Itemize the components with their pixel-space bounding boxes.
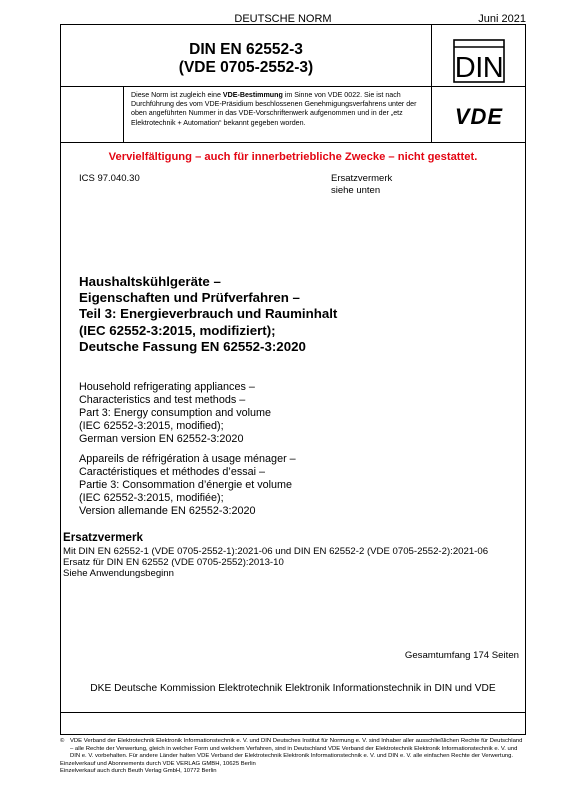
replacement-heading: Ersatzvermerk — [63, 531, 143, 544]
header-divider — [61, 86, 525, 87]
title-fr-line: (IEC 62552-3:2015, modifiée); — [79, 492, 224, 505]
din-logo — [453, 39, 505, 83]
replacement-note-ref: siehe unten — [331, 184, 381, 196]
title-french — [79, 453, 296, 518]
replacement-line: Siehe Anwendungsbeginn — [63, 568, 174, 580]
replacement-line: Ersatz für DIN EN 62552 (VDE 0705-2552):2013-10 — [63, 557, 284, 569]
replacement-note-top — [331, 173, 392, 196]
title-de-line: Deutsche Fassung EN 62552-3:2020 — [79, 338, 306, 354]
title-en-line: Part 3: Energy consumption and volume — [79, 407, 272, 420]
replacement-line: Mit DIN EN 62552-1 (VDE 0705-2552-1):2021-06 und DIN EN 62552-2 (VDE 0705-2552-2):2021-06 — [63, 546, 489, 557]
vde-note-bold: VDE-Bestimmung — [222, 91, 283, 99]
total-pages: Gesamtumfang 174 Seiten — [404, 650, 519, 661]
copyright-icon: © — [60, 738, 65, 744]
title-de-line: (IEC 62552-3:2015, modifiziert); — [79, 322, 276, 338]
title-english — [79, 381, 271, 446]
title-german — [79, 274, 337, 355]
title-en-line: Characteristics and test methods – — [79, 394, 246, 407]
vde-logo-text: VDE — [454, 104, 504, 128]
dke-divider — [61, 712, 525, 713]
note-divider — [61, 142, 525, 143]
copyright-text: VDE Verband der Elektrotechnik Elektronik Informationstechnik e. V. und DIN Deutsches Institut für Normung e. V. sind Inhaber aller ausschließlichen Rechte für Deutschland – alle Rechte der Verwertung, gleich in welcher Form und welchem Verfahren, sind in Deutschland VDE Verband der Elektrotechnik Elektronik Informationstechnik e. V. und DIN e. V. vorbehalten. Für andere Länder halten VDE Verband der Elektrotechnik Elektronik Informationstechnik e. V. und DIN e. V. alle einfachen Rechte der Verwertung. — [70, 738, 523, 760]
title-fr-line: Version allemande EN 62552-3:2020 — [79, 505, 256, 518]
title-en-line: German version EN 62552-3:2020 — [79, 433, 244, 446]
din-logo-text: DIN — [454, 52, 504, 83]
title-de-line: Haushaltskühlgeräte – — [79, 274, 221, 289]
norm-type-label: DEUTSCHE NORM — [234, 13, 332, 25]
note-left-divider — [123, 86, 124, 142]
vde-note-suffix: im Sinne von VDE 0022. Sie ist nach Durchführung des vom VDE-Präsidium beschlossenen Genehmigungsverfahrens unter der oben angeführten Nummer in das VDE-Vorschriftenwerk aufgenommen und in der „etz Elektrotechnik + Automation“ bekannt gegeben worden. — [131, 91, 417, 127]
title-fr-line: Caractéristiques et méthodes d’essai – — [79, 466, 266, 479]
title-fr-line: Partie 3: Consommation d’énergie et volume — [79, 479, 293, 492]
replacement-details — [63, 546, 488, 580]
logo-divider — [431, 25, 432, 142]
vde-logo — [439, 104, 519, 128]
sales-beuth: Einzelverkauf auch durch Beuth Verlag GmbH, 10772 Berlin — [60, 768, 217, 775]
title-fr-line: Appareils de réfrigération à usage ménager – — [79, 453, 296, 465]
document-frame — [60, 24, 526, 735]
reproduction-warning: Vervielfältigung – auch für innerbetriebliche Zwecke – nicht gestattet. — [108, 151, 478, 163]
copyright-row — [60, 738, 526, 761]
title-de-line: Eigenschaften und Prüfverfahren – — [79, 290, 300, 306]
title-de-line: Teil 3: Energieverbrauch und Rauminhalt — [79, 306, 338, 322]
document-number-din: DIN EN 62552-3 — [189, 41, 303, 58]
vde-note-prefix: Diese Norm ist zugleich eine — [131, 91, 223, 99]
footer — [60, 738, 526, 776]
sales-vde: Einzelverkauf und Abonnements durch VDE VERLAG GMBH, 10625 Berlin — [60, 760, 256, 767]
title-en-line: Household refrigerating appliances – — [79, 381, 255, 393]
vde-note — [131, 91, 427, 128]
dke-line: DKE Deutsche Kommission Elektrotechnik Elektronik Informationstechnik in DIN und VDE — [90, 683, 496, 694]
publication-date: Juni 2021 — [478, 13, 526, 25]
ics-code: ICS 97.040.30 — [79, 173, 140, 184]
replacement-note-label: Ersatzvermerk — [331, 173, 393, 184]
title-en-line: (IEC 62552-3:2015, modified); — [79, 420, 224, 433]
document-number-vde: (VDE 0705-2552-3) — [178, 59, 314, 76]
document-number — [61, 41, 431, 77]
